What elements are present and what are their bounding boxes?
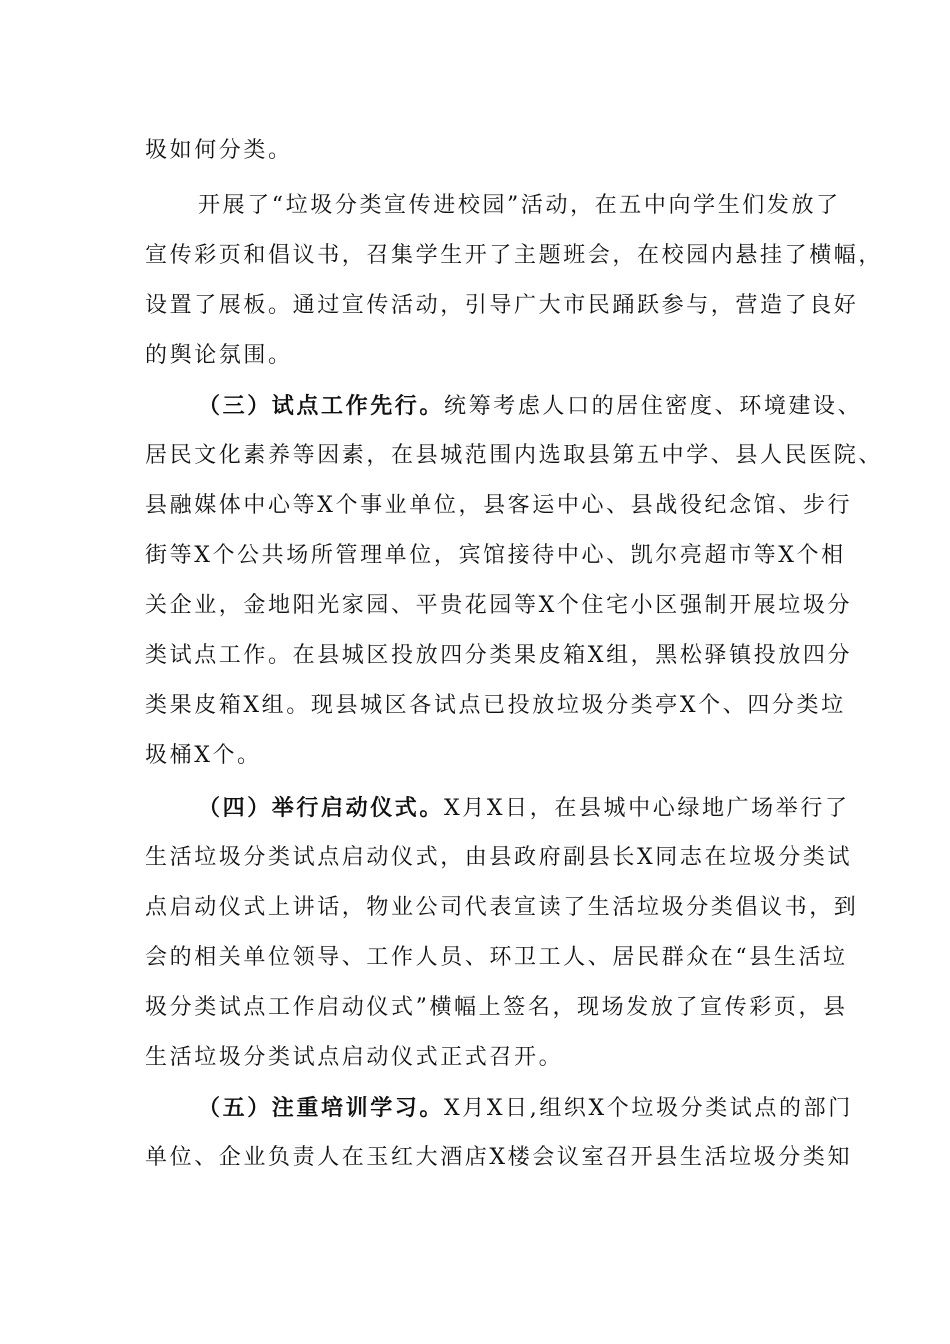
paragraph-line: [198, 1093, 878, 1124]
section-heading: （四）举行启动仪式。: [198, 795, 445, 821]
paragraph-line: 街等X个公共场所管理单位，宾馆接待中心、凯尔亮超市等X个相: [145, 543, 846, 568]
section-heading: （五）注重培训学习。: [198, 1095, 445, 1121]
paragraph-line: 居民文化素养等因素，在县城范围内选取县第五中学、县人民医院、: [145, 443, 884, 468]
section-text: X月X日，在县城中心绿地广场举行了: [444, 796, 850, 821]
paragraph-line: 生活垃圾分类试点启动仪式正式召开。: [145, 1045, 564, 1070]
paragraph-line: 设置了展板。通过宣传活动，引导广大市民踊跃参与，营造了良好: [145, 293, 859, 318]
section-text: 统筹考虑人口的居住密度、环境建设、: [444, 394, 863, 419]
paragraph-line: 类果皮箱X组。现县城区各试点已投放垃圾分类亭X个、四分类垃: [145, 693, 846, 718]
paragraph-line: 点启动仪式上讲话，物业公司代表宣读了生活垃圾分类倡议书，到: [145, 895, 859, 920]
paragraph-line: 单位、企业负责人在玉红大酒店X楼会议室召开县生活垃圾分类知: [145, 1145, 853, 1170]
paragraph-line: 圾如何分类。: [145, 138, 293, 163]
paragraph-line: 开展了“垃圾分类宣传进校园”活动，在五中向学生们发放了: [198, 193, 841, 218]
paragraph-line: 圾分类试点工作启动仪式”横幅上签名，现场发放了宣传彩页，县: [145, 995, 848, 1020]
section-text: X月X日,组织X个垃圾分类试点的部门: [444, 1096, 853, 1121]
paragraph-line: 宣传彩页和倡议书，召集学生开了主题班会，在校园内悬挂了横幅，: [145, 243, 884, 268]
paragraph-line: 类试点工作。在县城区投放四分类果皮箱X组，黑松驿镇投放四分: [145, 643, 853, 668]
paragraph-line: 圾桶X个。: [145, 743, 262, 768]
paragraph-line: 的舆论氛围。: [145, 343, 293, 368]
paragraph-line: 关企业，金地阳光家园、平贵花园等X个住宅小区强制开展垃圾分: [145, 593, 853, 618]
paragraph-line: 生活垃圾分类试点启动仪式，由县政府副县长X同志在垃圾分类试: [145, 845, 853, 870]
section-heading: （三）试点工作先行。: [198, 393, 445, 419]
paragraph-line: 会的相关单位领导、工作人员、环卫工人、居民群众在“县生活垃: [145, 945, 848, 970]
paragraph-line: [198, 793, 878, 824]
paragraph-line: 县融媒体中心等X个事业单位，县客运中心、县战役纪念馆、步行: [145, 493, 853, 518]
paragraph-line: [198, 391, 878, 422]
